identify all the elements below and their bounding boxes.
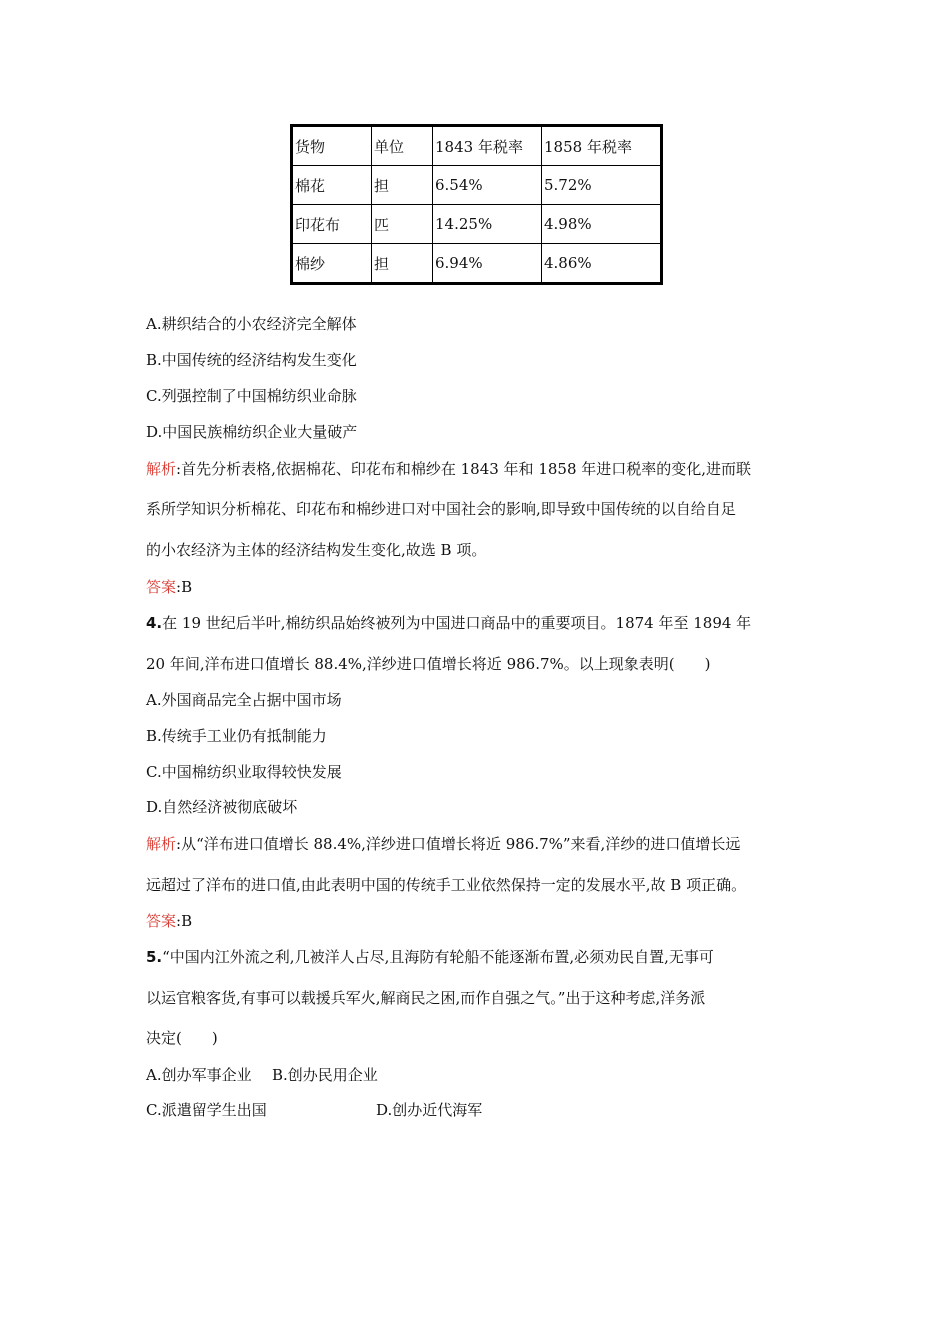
q5-stem-text: “中国内江外流之利,几被洋人占尽,且海防有轮船不能逐渐布置,必须劝民自置,无事可 — [162, 948, 714, 966]
q3-analysis-line-2: 系所学知识分析棉花、印花布和棉纱进口对中国社会的影响,即导致中国传统的以自给自足 — [146, 500, 736, 518]
answer-label: 答案 — [146, 912, 177, 930]
q5-option-d: D.创办近代海军 — [376, 1101, 483, 1119]
q4-option-b: B.传统手工业仍有抵制能力 — [146, 727, 327, 745]
q3-answer — [146, 578, 192, 596]
q5-option-c: C.派遣留学生出国 — [146, 1101, 267, 1119]
q5-stem-line-1 — [146, 948, 714, 966]
q3-option-c: C.列强控制了中国棉纺织业命脉 — [146, 387, 357, 405]
q4-option-c: C.中国棉纺织业取得较快发展 — [146, 763, 342, 781]
q5-option-a: A.创办军事企业 — [146, 1066, 252, 1084]
q4-stem-line-1 — [146, 614, 751, 632]
q4-answer — [146, 912, 192, 930]
table-header-cell: 1843 年税率 — [433, 126, 542, 166]
table-cell: 印花布 — [292, 205, 372, 244]
table-header-cell: 1858 年税率 — [542, 126, 662, 166]
table-row — [292, 205, 662, 244]
q5-option-b: B.创办民用企业 — [272, 1066, 378, 1084]
q3-option-b: B.中国传统的经济结构发生变化 — [146, 351, 357, 369]
table-cell: 5.72% — [542, 166, 662, 205]
table-header-row — [292, 126, 662, 166]
answer-value: :B — [176, 912, 193, 930]
table-cell: 4.98% — [542, 205, 662, 244]
q4-stem-text: 在 19 世纪后半叶,棉纺织品始终被列为中国进口商品中的重要项目。1874 年至 1894 年 — [162, 614, 752, 632]
q4-option-a: A.外国商品完全占据中国市场 — [146, 691, 342, 709]
q3-option-a: A.耕织结合的小农经济完全解体 — [146, 315, 357, 333]
table-cell: 14.25% — [433, 205, 542, 244]
question-number: 5. — [146, 948, 163, 966]
q3-option-d: D.中国民族棉纺织企业大量破产 — [146, 423, 358, 441]
q4-option-d: D.自然经济被彻底破坏 — [146, 798, 298, 816]
question-number: 4. — [146, 614, 163, 632]
table-row — [292, 244, 662, 284]
table-cell: 匹 — [372, 205, 433, 244]
table-cell: 担 — [372, 166, 433, 205]
analysis-text: :从“洋布进口值增长 88.4%,洋纱进口值增长将近 986.7%”来看,洋纱的进口值增长远 — [176, 835, 741, 853]
q4-stem-line-2: 20 年间,洋布进口值增长 88.4%,洋纱进口值增长将近 986.7%。以上现象表明( ) — [146, 655, 711, 673]
table-cell: 6.94% — [433, 244, 542, 284]
table-cell: 棉纱 — [292, 244, 372, 284]
q3-analysis-line-1 — [146, 460, 751, 478]
q4-analysis-line-1 — [146, 835, 740, 853]
q3-analysis-line-3: 的小农经济为主体的经济结构发生变化,故选 B 项。 — [146, 541, 487, 559]
analysis-label: 解析 — [146, 835, 177, 853]
answer-label: 答案 — [146, 578, 177, 596]
analysis-label: 解析 — [146, 460, 177, 478]
table-cell: 4.86% — [542, 244, 662, 284]
table-cell: 6.54% — [433, 166, 542, 205]
q5-stem-line-3: 决定( ) — [146, 1029, 218, 1047]
q4-analysis-line-2: 远超过了洋布的进口值,由此表明中国的传统手工业依然保持一定的发展水平,故 B 项正确。 — [146, 876, 747, 894]
table-row — [292, 166, 662, 205]
table-cell: 棉花 — [292, 166, 372, 205]
table-header-cell: 货物 — [292, 126, 372, 166]
table-header-cell: 单位 — [372, 126, 433, 166]
table-cell: 担 — [372, 244, 433, 284]
answer-value: :B — [176, 578, 193, 596]
q5-stem-line-2: 以运官粮客货,有事可以载援兵军火,解商民之困,而作自强之气。”出于这种考虑,洋务派 — [146, 989, 706, 1007]
analysis-text: :首先分析表格,依据棉花、印花布和棉纱在 1843 年和 1858 年进口税率的变化,进而联 — [176, 460, 752, 478]
tariff-table — [290, 124, 663, 285]
